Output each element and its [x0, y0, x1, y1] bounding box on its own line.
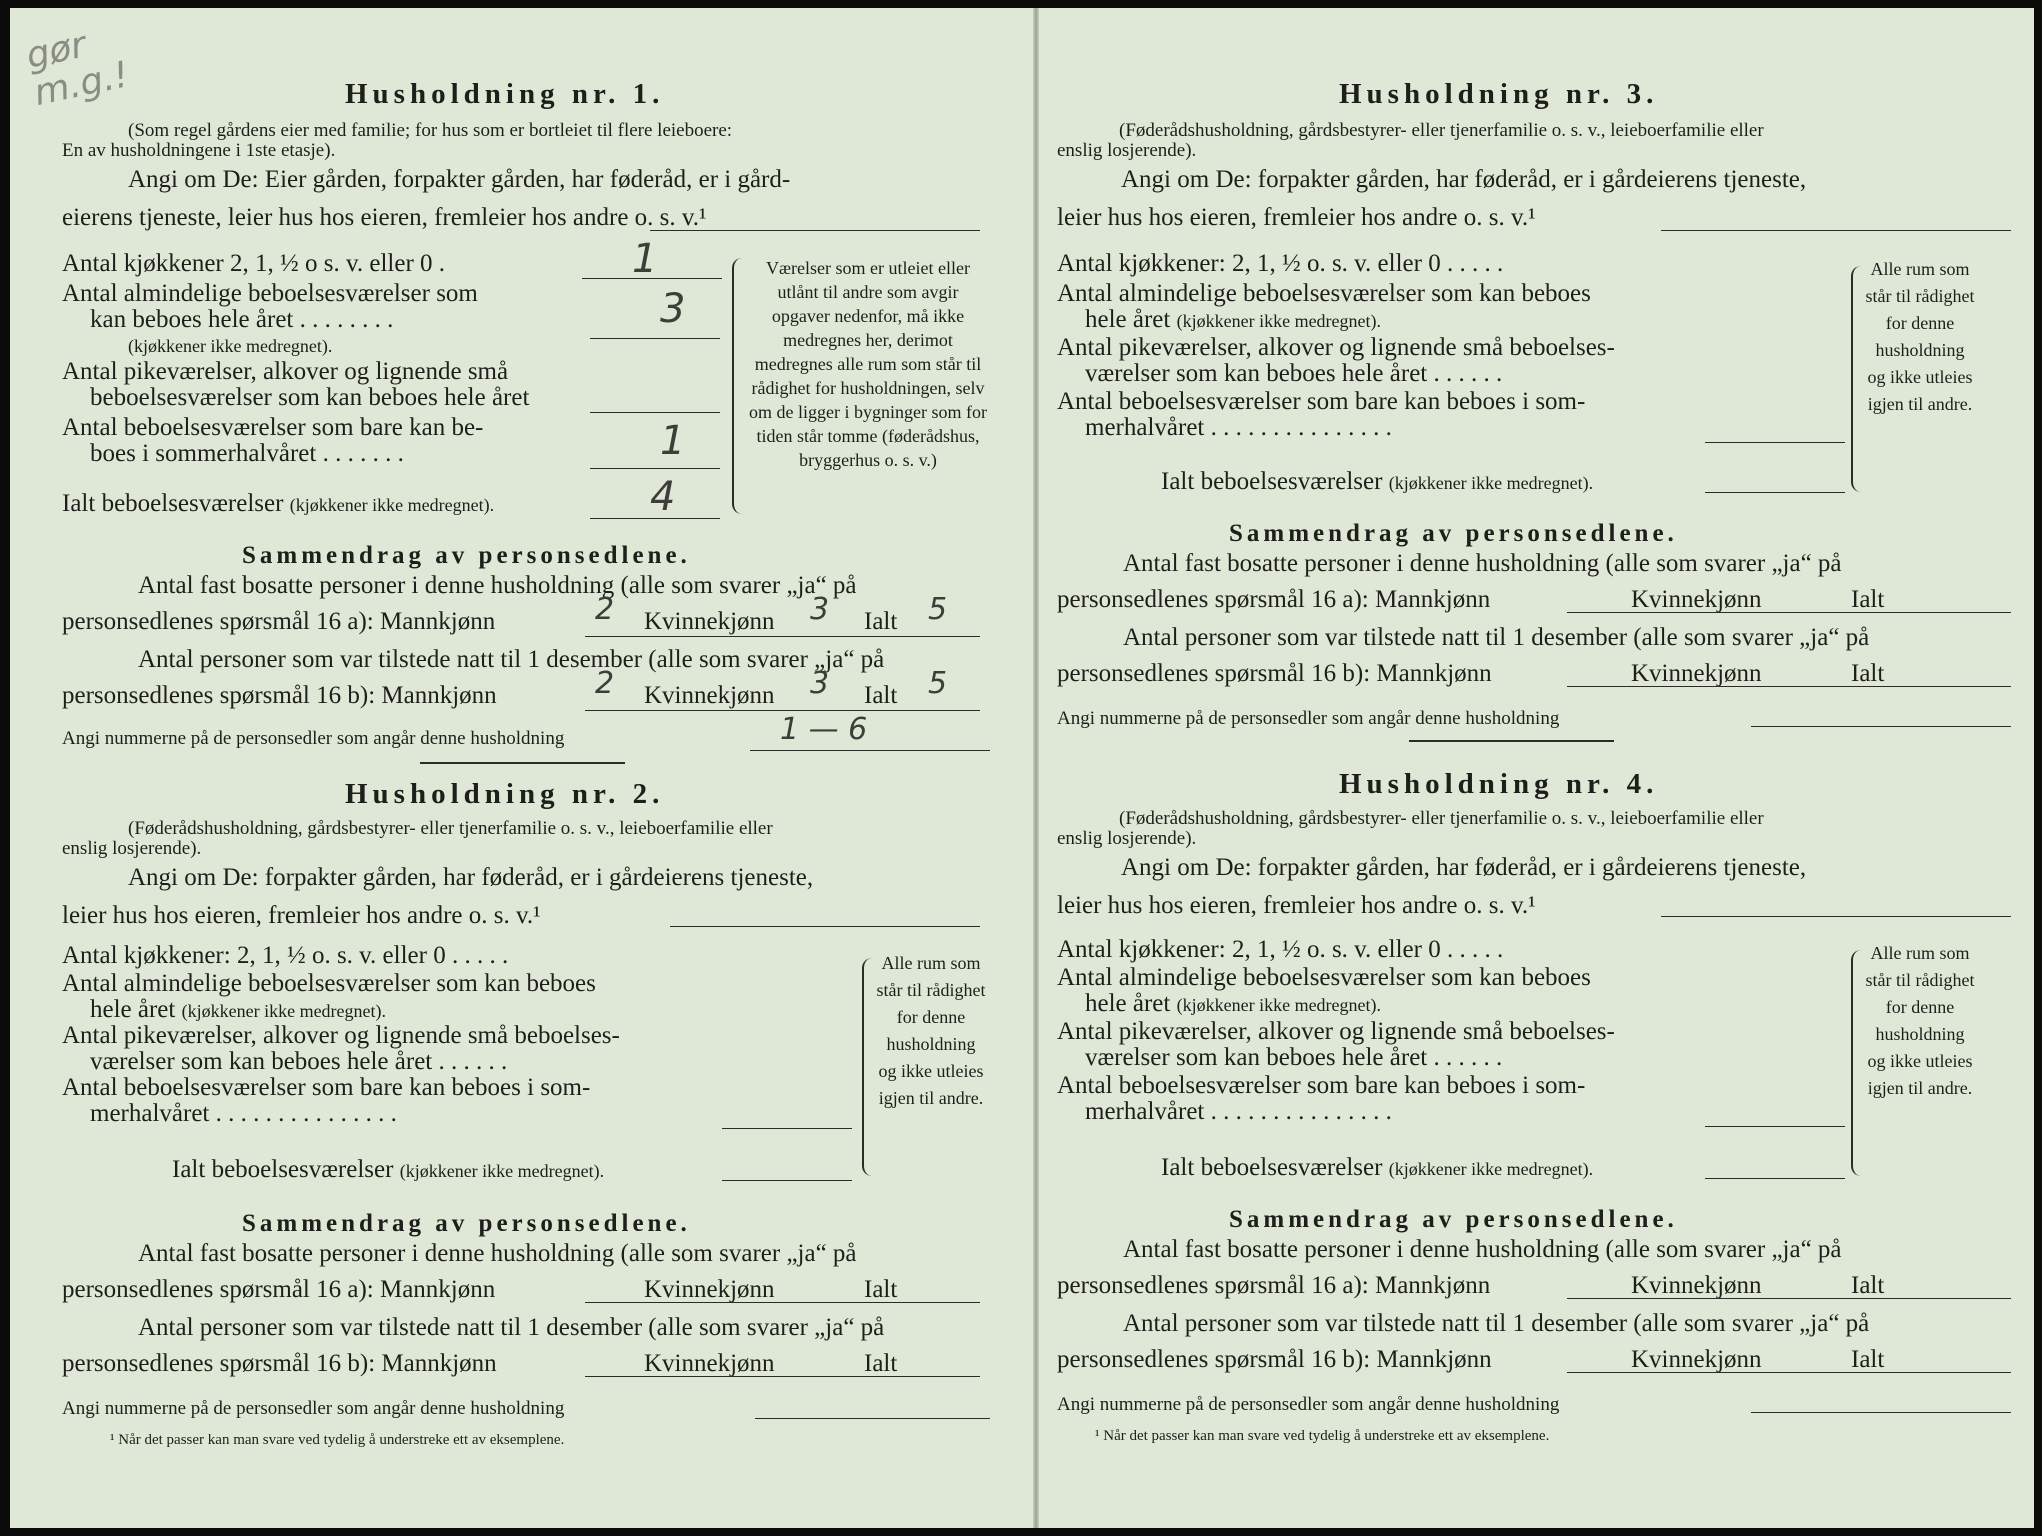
answer-line — [582, 278, 722, 279]
kitchens-label: Antal kjøkkener: 2, 1, ½ o. s. v. eller 0 . . . . . — [1057, 250, 1504, 277]
summer-rooms-label-2: merhalvåret . . . . . . . . . . . . . . . — [1085, 1098, 1392, 1125]
female-label: Kvinnekjønn — [1631, 1272, 1762, 1299]
maid-rooms-label-2: værelser som kan beboes hele året . . . . . . — [90, 1048, 508, 1075]
household-1-note-2: En av husholdningene i 1ste etasje). — [62, 140, 336, 161]
present-label-2: personsedlenes spørsmål 16 b): Mannkjønn — [62, 682, 497, 709]
maid-rooms-label-2: værelser som kan beboes hele året . . . . . . — [1085, 1044, 1503, 1071]
rooms-label-1: Antal almindelige beboelsesværelser som — [62, 280, 478, 307]
section-divider — [420, 762, 625, 764]
present-label-1: Antal personer som var tilstede natt til 1 desember (alle som svarer „ja“ på — [1123, 624, 1870, 651]
maid-rooms-label-2: beboelsesværelser som kan beboes hele året — [90, 384, 530, 411]
footnote: ¹ Når det passer kan man svare ved tydelig å understreke ett av eksemplene. — [110, 1432, 565, 1448]
bracket — [862, 958, 876, 1176]
household-2-title: Husholdning nr. 2. — [345, 778, 665, 810]
answer-line — [1567, 1372, 2011, 1373]
residents-male: 2 — [595, 592, 615, 627]
total-label: Ialt — [864, 1350, 898, 1377]
female-label: Kvinnekjønn — [644, 1276, 775, 1303]
household-2-side-note: Alle rum som står til rådighet for denne husholdning og ikke utleies igjen til andre. — [876, 953, 986, 1108]
present-label-2: personsedlenes spørsmål 16 b): Mannkjønn — [62, 1350, 497, 1377]
household-3-note-2: enslig losjerende). — [1057, 140, 1197, 161]
answer-line — [1567, 686, 2011, 687]
answer-line — [1751, 726, 2011, 727]
summer-rooms-label-2: merhalvåret . . . . . . . . . . . . . . . — [90, 1100, 397, 1127]
total-rooms-label: Ialt beboelsesværelser (kjøkkener ikke medregnet). — [1161, 1154, 1594, 1181]
household-2 — [10, 778, 1033, 1478]
answer-line — [722, 1128, 852, 1129]
maid-rooms-label-1: Antal pikeværelser, alkover og lignende små beboelses- — [1057, 1018, 1615, 1045]
household-4-note: (Føderådshusholdning, gårdsbestyrer- eller tjenerfamilie o. s. v., leieboerfamilie eller — [1119, 808, 1764, 829]
total-rooms-label — [62, 490, 494, 518]
summer-rooms-label-2: merhalvåret . . . . . . . . . . . . . . . — [1085, 414, 1392, 441]
residents-label-2: personsedlenes spørsmål 16 a): Mannkjønn — [62, 608, 496, 635]
answer-line — [590, 338, 720, 339]
present-male: 2 — [595, 666, 615, 701]
residents-label-1: Antal fast bosatte personer i denne husholdning (alle som svarer „ja“ på — [1123, 1236, 1842, 1263]
household-4-angi-2: leier hus hos eieren, fremleier hos andre o. s. v.¹ — [1057, 892, 1536, 919]
residents-total: 5 — [928, 592, 948, 627]
household-4-title: Husholdning nr. 4. — [1339, 768, 1659, 800]
household-3-side-note: Alle rum som står til rådighet for denne husholdning og ikke utleies igjen til andre. — [1865, 259, 1975, 414]
present-label-1: Antal personer som var tilstede natt til 1 desember (alle som svarer „ja“ på — [138, 1314, 885, 1341]
bracket — [732, 258, 746, 514]
bracket — [1851, 266, 1865, 492]
present-label-2: personsedlenes spørsmål 16 b): Mannkjønn — [1057, 1346, 1492, 1373]
residents-label-1: Antal fast bosatte personer i denne husholdning (alle som svarer „ja“ på — [1123, 550, 1842, 577]
present-female: 3 — [810, 666, 830, 701]
female-label: Kvinnekjønn — [1631, 586, 1762, 613]
household-3-title: Husholdning nr. 3. — [1339, 78, 1659, 110]
numbers-label: Angi nummerne på de personsedler som angår denne husholdning — [62, 728, 565, 749]
present-label-2: personsedlenes spørsmål 16 b): Mannkjønn — [1057, 660, 1492, 687]
household-2-summary-title: Sammendrag av personsedlene. — [242, 1210, 691, 1237]
household-1 — [10, 8, 1033, 778]
household-1-angi-1: Angi om De: Eier gården, forpakter gården, har føderåd, er i gård- — [128, 166, 791, 193]
residents-female: 3 — [810, 592, 830, 627]
summer-rooms-value: 1 — [660, 418, 686, 464]
household-1-angi-2: eierens tjeneste, leier hus hos eieren, fremleier hos andre o. s. v.¹ — [62, 204, 707, 231]
answer-line — [590, 412, 720, 413]
rooms-label-2: hele året (kjøkkener ikke medregnet). — [1085, 306, 1382, 333]
answer-line — [585, 710, 980, 711]
kitchens-label: Antal kjøkkener 2, 1, ½ o s. v. eller 0 . — [62, 250, 446, 277]
answer-line — [750, 750, 990, 751]
kitchens-label: Antal kjøkkener: 2, 1, ½ o. s. v. eller 0 . . . . . — [1057, 936, 1504, 963]
footnote: ¹ Når det passer kan man svare ved tydelig å understreke ett av eksemplene. — [1095, 1428, 1550, 1444]
rooms-label-1: Antal almindelige beboelsesværelser som kan beboes — [62, 970, 596, 997]
household-4-note-2: enslig losjerende). — [1057, 828, 1197, 849]
total-label: Ialt — [864, 682, 898, 709]
answer-line — [585, 1302, 980, 1303]
household-4-side-note: Alle rum som står til rådighet for denne husholdning og ikke utleies igjen til andre. — [1865, 943, 1975, 1098]
total-label: Ialt — [1851, 660, 1885, 687]
summer-rooms-label-1: Antal beboelsesværelser som bare kan beboes i som- — [1057, 1072, 1586, 1099]
pencil-note: gør m.g.! — [22, 24, 133, 115]
present-label-1: Antal personer som var tilstede natt til 1 desember (alle som svarer „ja“ på — [1123, 1310, 1870, 1337]
total-label: Ialt — [1851, 1272, 1885, 1299]
household-1-note: (Som regel gårdens eier med familie; for hus som er bortleiet til flere leieboere: — [128, 120, 733, 141]
answer-line — [1661, 230, 2011, 231]
household-4 — [1039, 768, 2034, 1478]
total-label: Ialt — [864, 608, 898, 635]
female-label: Kvinnekjønn — [644, 608, 775, 635]
rooms-label-2: hele året (kjøkkener ikke medregnet). — [90, 996, 387, 1023]
household-1-summary-title: Sammendrag av personsedlene. — [242, 542, 691, 569]
maid-rooms-label-1: Antal pikeværelser, alkover og lignende små beboelses- — [1057, 334, 1615, 361]
summer-rooms-label-1: Antal beboelsesværelser som bare kan beboes i som- — [1057, 388, 1586, 415]
household-2-angi-1: Angi om De: forpakter gården, har føderåd, er i gårdeierens tjeneste, — [128, 864, 814, 891]
household-3-angi-2: leier hus hos eieren, fremleier hos andre o. s. v.¹ — [1057, 204, 1536, 231]
total-rooms-value: 4 — [650, 474, 676, 520]
household-3-angi-1: Angi om De: forpakter gården, har føderåd, er i gårdeierens tjeneste, — [1121, 166, 1807, 193]
total-rooms-label: Ialt beboelsesværelser (kjøkkener ikke medregnet). — [172, 1156, 605, 1183]
summer-rooms-label-2: boes i sommerhalvåret . . . . . . . — [90, 440, 404, 467]
female-label: Kvinnekjønn — [1631, 1346, 1762, 1373]
kitchens-value: 1 — [632, 236, 658, 282]
total-rooms-note: (kjøkkener ikke medregnet). — [289, 495, 495, 515]
rooms-label-3: (kjøkkener ikke medregnet). — [128, 336, 333, 356]
answer-line — [650, 230, 980, 231]
total-rooms-text: Ialt beboelsesværelser — [62, 490, 284, 517]
total-label: Ialt — [1851, 586, 1885, 613]
answer-line — [1661, 916, 2011, 917]
total-label: Ialt — [1851, 1346, 1885, 1373]
maid-rooms-label-2: værelser som kan beboes hele året . . . . . . — [1085, 360, 1503, 387]
numbers-label: Angi nummerne på de personsedler som angår denne husholdning — [62, 1398, 565, 1419]
household-3-summary-title: Sammendrag av personsedlene. — [1229, 520, 1678, 547]
female-label: Kvinnekjønn — [644, 1350, 775, 1377]
female-label: Kvinnekjønn — [644, 682, 775, 709]
household-2-note: (Føderådshusholdning, gårdsbestyrer- eller tjenerfamilie o. s. v., leieboerfamilie eller — [128, 818, 773, 839]
household-4-angi-1: Angi om De: forpakter gården, har føderåd, er i gårdeierens tjeneste, — [1121, 854, 1807, 881]
answer-line — [1705, 442, 1845, 443]
present-label-1: Antal personer som var tilstede natt til 1 desember (alle som svarer „ja“ på — [138, 646, 885, 673]
rooms-value: 3 — [660, 286, 686, 332]
residents-label-2: personsedlenes spørsmål 16 a): Mannkjønn — [62, 1276, 496, 1303]
section-divider — [1409, 740, 1614, 742]
maid-rooms-label-1: Antal pikeværelser, alkover og lignende små beboelses- — [62, 1022, 620, 1049]
answer-line — [1751, 1412, 2011, 1413]
rooms-label-1: Antal almindelige beboelsesværelser som kan beboes — [1057, 280, 1591, 307]
answer-line — [1705, 492, 1845, 493]
numbers-label: Angi nummerne på de personsedler som angår denne husholdning — [1057, 1394, 1560, 1415]
answer-line — [1567, 1298, 2011, 1299]
answer-line — [670, 926, 980, 927]
household-4-summary-title: Sammendrag av personsedlene. — [1229, 1206, 1678, 1233]
household-3-note: (Føderådshusholdning, gårdsbestyrer- eller tjenerfamilie o. s. v., leieboerfamilie eller — [1119, 120, 1764, 141]
right-page — [1039, 8, 2034, 1528]
answer-line — [1705, 1178, 1845, 1179]
household-3 — [1039, 8, 2034, 768]
bracket — [1851, 950, 1865, 1176]
rooms-label-1: Antal almindelige beboelsesværelser som kan beboes — [1057, 964, 1591, 991]
answer-line — [722, 1180, 852, 1181]
household-2-note-2: enslig losjerende). — [62, 838, 202, 859]
residents-label-1: Antal fast bosatte personer i denne husholdning (alle som svarer „ja“ på — [138, 572, 857, 599]
summer-rooms-label-1: Antal beboelsesværelser som bare kan be- — [62, 414, 484, 441]
residents-label-1: Antal fast bosatte personer i denne husholdning (alle som svarer „ja“ på — [138, 1240, 857, 1267]
household-1-side-note: Værelser som er utleiet eller utlånt til andre som avgir opgaver nedenfor, må ikke medregnes her, derimot medregnes alle rum som står til rådighet for husholdningen, selv om de ligger i bygninger som for tiden står tomme (føderådshus, bryggerhus o. s. v.) — [749, 258, 987, 470]
left-page — [10, 8, 1033, 1528]
answer-line — [1567, 612, 2011, 613]
answer-line — [1705, 1126, 1845, 1127]
total-label: Ialt — [864, 1276, 898, 1303]
residents-label-2: personsedlenes spørsmål 16 a): Mannkjønn — [1057, 1272, 1491, 1299]
present-total: 5 — [928, 666, 948, 701]
answer-line — [585, 1376, 980, 1377]
kitchens-label: Antal kjøkkener: 2, 1, ½ o. s. v. eller 0 . . . . . — [62, 942, 509, 969]
answer-line — [590, 468, 720, 469]
household-1-title: Husholdning nr. 1. — [345, 78, 665, 110]
summer-rooms-label-1: Antal beboelsesværelser som bare kan beboes i som- — [62, 1074, 591, 1101]
maid-rooms-label-1: Antal pikeværelser, alkover og lignende små — [62, 358, 509, 385]
answer-line — [755, 1418, 990, 1419]
answer-line — [590, 518, 720, 519]
answer-line — [585, 636, 980, 637]
total-rooms-label: Ialt beboelsesværelser (kjøkkener ikke medregnet). — [1161, 468, 1594, 495]
household-2-angi-2: leier hus hos eieren, fremleier hos andre o. s. v.¹ — [62, 902, 541, 929]
numbers-value: 1 — 6 — [780, 712, 868, 747]
female-label: Kvinnekjønn — [1631, 660, 1762, 687]
numbers-label: Angi nummerne på de personsedler som angår denne husholdning — [1057, 708, 1560, 729]
rooms-label-2: kan beboes hele året . . . . . . . . — [90, 306, 394, 333]
residents-label-2: personsedlenes spørsmål 16 a): Mannkjønn — [1057, 586, 1491, 613]
rooms-label-2: hele året (kjøkkener ikke medregnet). — [1085, 990, 1382, 1017]
